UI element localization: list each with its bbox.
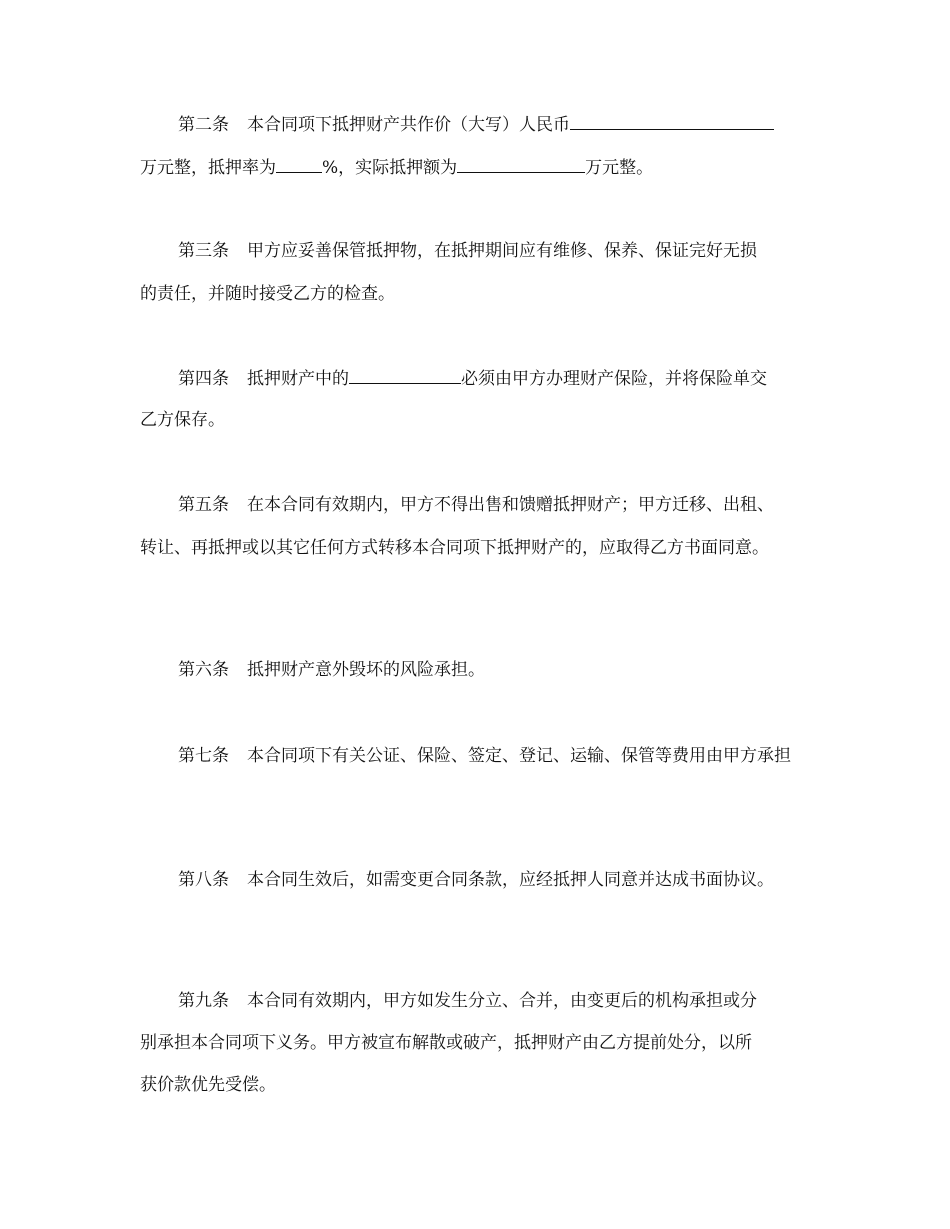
article-9-text-1: 本合同有效期内，甲方如发生分立、合并，由变更后的机构承担或分	[247, 991, 757, 1011]
article-7-line-1	[178, 744, 822, 768]
article-5-label: 第五条	[178, 495, 229, 515]
article-9-text-2: 别承担本合同项下义务。甲方被宣布解散或破产，抵押财产由乙方提前处分，以所	[140, 1033, 752, 1053]
article-3-label: 第三条	[178, 241, 229, 261]
article-2-text-1: 本合同项下抵押财产共作价（大写）人民币	[247, 115, 570, 135]
article-2-text-2b: %，实际抵押额为	[322, 158, 458, 178]
article-9-line-3	[140, 1073, 822, 1097]
article-3-line-2	[140, 282, 822, 306]
article-2-text-2a: 万元整，抵押率为	[140, 158, 276, 178]
article-5-line-2	[140, 536, 822, 560]
article-5-text-2: 转让、再抵押或以其它任何方式转移本合同项下抵押财产的，应取得乙方书面同意。	[140, 538, 769, 558]
article-4-line-2	[140, 408, 822, 432]
rate-blank[interactable]	[276, 156, 322, 173]
article-9-label: 第九条	[178, 991, 229, 1011]
article-6-label: 第六条	[178, 660, 229, 680]
article-6-line-1	[178, 658, 822, 682]
article-7-label: 第七条	[178, 746, 229, 766]
article-4-text-1b: 必须由甲方办理财产保险，并将保险单交	[461, 369, 767, 389]
article-3-text-2: 的责任，并随时接受乙方的检查。	[140, 284, 395, 304]
article-8-label: 第八条	[178, 870, 229, 890]
price-blank[interactable]	[570, 113, 774, 130]
article-3-line-1	[178, 239, 822, 263]
article-4-text-1a: 抵押财产中的	[247, 369, 349, 389]
insured-item-blank[interactable]	[349, 367, 461, 384]
article-2-text-2c: 万元整。	[585, 158, 654, 178]
article-3-text-1: 甲方应妥善保管抵押物，在抵押期间应有维修、保养、保证完好无损	[247, 241, 757, 261]
article-8-line-1	[178, 868, 822, 892]
article-4-line-1	[178, 367, 822, 391]
article-4-text-2: 乙方保存。	[140, 410, 225, 430]
article-9-line-1	[178, 989, 822, 1013]
amount-blank[interactable]	[457, 156, 585, 173]
article-8-text-1: 本合同生效后，如需变更合同条款，应经抵押人同意并达成书面协议。	[247, 870, 774, 890]
article-2-label: 第二条	[178, 115, 229, 135]
article-2-line-2	[140, 156, 822, 180]
article-6-text-1: 抵押财产意外毁坏的风险承担。	[247, 660, 485, 680]
article-9-text-3: 获价款优先受偿。	[140, 1075, 276, 1095]
article-2-line-1	[178, 113, 822, 137]
article-5-text-1: 在本合同有效期内，甲方不得出售和馈赠抵押财产；甲方迁移、出租、	[247, 495, 774, 515]
article-9-line-2	[140, 1031, 822, 1055]
article-5-line-1	[178, 493, 822, 517]
article-7-text-1: 本合同项下有关公证、保险、签定、登记、运输、保管等费用由甲方承担	[247, 746, 791, 766]
article-4-label: 第四条	[178, 369, 229, 389]
